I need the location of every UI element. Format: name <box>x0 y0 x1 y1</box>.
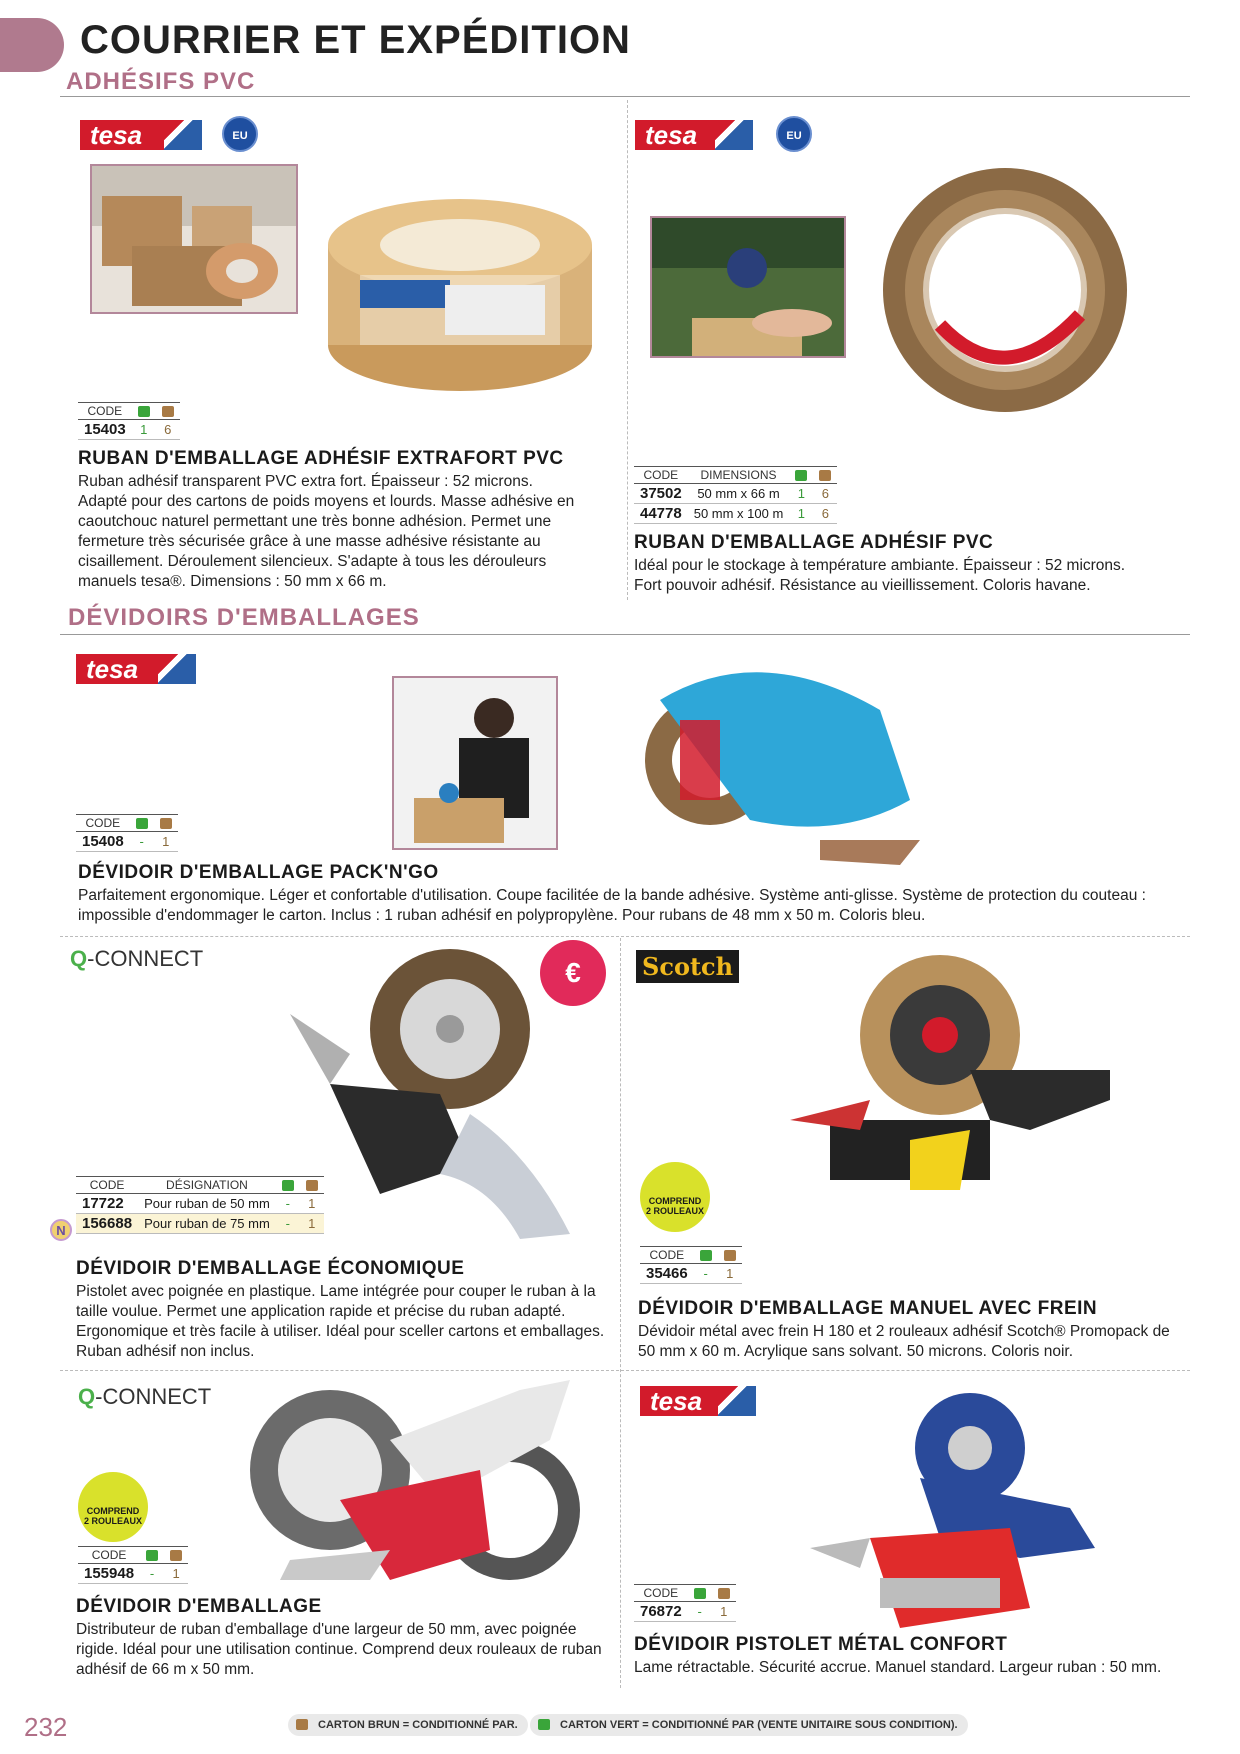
green-carton-header <box>132 403 156 420</box>
product-photo-woman-packing <box>392 676 558 850</box>
economique-dispenser-image <box>290 944 610 1244</box>
red-dispenser-image <box>240 1380 600 1600</box>
product-title: DÉVIDOIR PISTOLET MÉTAL CONFORT <box>634 1634 1008 1655</box>
table-row <box>634 1602 736 1622</box>
brown-qty: 6 <box>813 504 837 524</box>
green-carton-header <box>789 467 813 484</box>
row-divider <box>60 936 1190 937</box>
brown-qty: 6 <box>813 484 837 504</box>
brand-label: tesa <box>650 1386 703 1416</box>
comprend-line1: COMPREND <box>648 1196 702 1206</box>
green-carton-header <box>276 1177 300 1194</box>
brown-carton-header <box>718 1247 742 1264</box>
column-divider <box>627 100 628 600</box>
table-row <box>76 832 178 852</box>
product-description: Dévidoir métal avec frein H 180 et 2 rouleaux adhésif Scotch® Promopack de 50 mm x 60 m. Acrylique sans solvant. 50 microns. Coloris noir. <box>638 1323 1170 1360</box>
code-header: CODE <box>634 1585 688 1602</box>
brown-qty: 1 <box>154 832 178 852</box>
brown-qty: 1 <box>718 1264 742 1284</box>
green-qty: - <box>140 1564 164 1584</box>
tape-roll-illustration <box>880 165 1130 415</box>
green-carton-icon <box>694 1588 706 1599</box>
green-qty: - <box>130 832 154 852</box>
section-divider <box>60 96 1190 97</box>
green-carton-header <box>688 1585 712 1602</box>
product-designation: Pour ruban de 75 mm <box>138 1214 276 1234</box>
green-carton-icon <box>146 1550 158 1561</box>
table-row <box>634 484 837 504</box>
product-dimensions: 50 mm x 100 m <box>688 504 790 524</box>
green-carton-icon <box>282 1180 294 1191</box>
product-title: RUBAN D'EMBALLAGE ADHÉSIF PVC <box>634 532 994 553</box>
green-qty: - <box>694 1264 718 1284</box>
tesa-logo <box>640 1386 756 1416</box>
code-header: CODE <box>634 467 688 484</box>
code-header: CODE <box>76 1177 138 1194</box>
qconnect-logo <box>78 1384 211 1410</box>
brown-qty: 1 <box>712 1602 736 1622</box>
legend-green-text: CARTON VERT = CONDITIONNÉ PAR (VENTE UNITAIRE SOUS CONDITION). <box>560 1719 958 1731</box>
green-carton-icon <box>138 406 150 417</box>
column-divider <box>620 938 621 1688</box>
havana-tape-roll-image <box>880 165 1130 415</box>
product-code-table <box>76 814 178 852</box>
product-title: DÉVIDOIR D'EMBALLAGE <box>76 1596 322 1617</box>
dispenser-illustration <box>810 1388 1110 1638</box>
brown-qty: 1 <box>300 1194 324 1214</box>
brown-carton-icon <box>718 1588 730 1599</box>
dispenser-illustration <box>790 950 1120 1210</box>
code-header: CODE <box>76 815 130 832</box>
product-code-table <box>76 1176 324 1234</box>
table-row <box>76 1214 324 1234</box>
product-title: DÉVIDOIR D'EMBALLAGE MANUEL AVEC FREIN <box>638 1298 1098 1319</box>
designation-header: DÉSIGNATION <box>138 1177 276 1194</box>
qconnect-name: -CONNECT <box>95 1384 212 1409</box>
product-code: 37502 <box>634 484 688 504</box>
green-carton-header <box>140 1547 164 1564</box>
table-row <box>76 1194 324 1214</box>
brand-label: tesa <box>645 120 698 150</box>
qconnect-q: Q <box>70 946 88 971</box>
tesa-logo <box>80 120 202 150</box>
green-qty: - <box>276 1194 300 1214</box>
legend-green <box>530 1714 968 1736</box>
product-code-table <box>78 402 180 440</box>
dispenser-illustration <box>640 650 940 870</box>
product-description: Lame rétractable. Sécurité accrue. Manuel standard. Largeur ruban : 50 mm. <box>634 1659 1162 1676</box>
product-code: 35466 <box>640 1264 694 1284</box>
product-code-table <box>634 1584 736 1622</box>
product-description: Idéal pour le stockage à température ambiante. Épaisseur : 52 microns. Fort pouvoir adhésif. Résistance au vieillissement. Coloris havane. <box>634 557 1126 594</box>
tesa-logo <box>635 120 753 150</box>
green-qty: 1 <box>132 420 156 440</box>
product-description: Distributeur de ruban d'emballage d'une largeur de 50 mm, avec poignée rigide. Idéal pour une utilisation continue. Comprend deux rouleaux de ruban adhésif de 66 m x 50 mm. <box>76 1621 602 1678</box>
product-title: DÉVIDOIR D'EMBALLAGE PACK'N'GO <box>78 862 439 883</box>
brown-carton-header <box>154 815 178 832</box>
brown-carton-icon <box>819 470 831 481</box>
table-row <box>634 504 837 524</box>
product-code: 15408 <box>76 832 130 852</box>
brown-carton-header <box>300 1177 324 1194</box>
product-code-table <box>640 1246 742 1284</box>
product-photo-dispenser-hands <box>650 216 846 358</box>
page-number: 232 <box>24 1712 68 1742</box>
comprend-line2: 2 ROULEAUX <box>645 1206 704 1216</box>
product-description: Pistolet avec poignée en plastique. Lame intégrée pour couper le ruban à la taille voulue. Permet une application rapide et précise du ruban adapté. Ergonomique et très facile à utiliser. Idéal pour sceller cartons et emballages. Ruban adhésif non inclus. <box>76 1283 605 1360</box>
product-dimensions: 50 mm x 66 m <box>688 484 790 504</box>
brown-carton-header <box>164 1547 188 1564</box>
legend-brown <box>288 1714 528 1736</box>
code-header: CODE <box>78 1547 140 1564</box>
green-qty: - <box>688 1602 712 1622</box>
product-code: 17722 <box>76 1194 138 1214</box>
product-code: 44778 <box>634 504 688 524</box>
brown-carton-header <box>156 403 180 420</box>
blue-dispenser-image <box>640 650 940 870</box>
table-row <box>78 1564 188 1584</box>
new-badge: N <box>50 1219 72 1241</box>
section-title-devidoirs: DÉVIDOIRS D'EMBALLAGES <box>68 604 420 631</box>
brown-carton-icon <box>170 1550 182 1561</box>
dispenser-illustration <box>240 1380 600 1600</box>
comprend-badge <box>640 1162 710 1232</box>
product-description: Parfaitement ergonomique. Léger et confortable d'utilisation. Coupe facilitée de la bande adhésive. Système anti-glisse. Système de protection du couteau : impossible d'endommager le carton. Inclus : 1 ruban adhésif en polypropylène. Pour rubans de 48 mm x 50 m. Coloris bleu. <box>78 887 1146 924</box>
boxes-photo-illustration <box>92 166 296 312</box>
product-code: 155948 <box>78 1564 140 1584</box>
brand-label: tesa <box>90 120 143 150</box>
dispenser-illustration <box>290 944 610 1244</box>
euro-icon: € <box>565 957 581 988</box>
section-divider <box>60 634 1190 635</box>
comprend-line1: COMPREND <box>86 1506 140 1516</box>
qconnect-name: -CONNECT <box>87 946 204 971</box>
product-code: 76872 <box>634 1602 688 1622</box>
eu-icon: EU <box>776 116 812 152</box>
green-qty: 1 <box>789 504 813 524</box>
brown-qty: 6 <box>156 420 180 440</box>
page-title: COURRIER ET EXPÉDITION <box>80 18 631 62</box>
brown-carton-icon <box>162 406 174 417</box>
dimensions-header: DIMENSIONS <box>688 467 790 484</box>
product-code: 15403 <box>78 420 132 440</box>
table-row <box>640 1264 742 1284</box>
woman-photo-illustration <box>394 678 556 848</box>
code-header: CODE <box>640 1247 694 1264</box>
hands-photo-illustration <box>652 218 844 356</box>
green-carton-icon <box>795 470 807 481</box>
table-row <box>78 420 180 440</box>
legend-brown-text: CARTON BRUN = CONDITIONNÉ PAR. <box>318 1719 518 1731</box>
row-divider <box>60 1370 1190 1371</box>
product-photo-boxes <box>90 164 298 314</box>
section-title-adhesifs: ADHÉSIFS PVC <box>66 68 256 95</box>
comprend-line2: 2 ROULEAUX <box>83 1516 142 1526</box>
brown-carton-header <box>712 1585 736 1602</box>
product-title: RUBAN D'EMBALLAGE ADHÉSIF EXTRAFORT PVC <box>78 448 564 469</box>
green-carton-icon <box>700 1250 712 1261</box>
code-header: CODE <box>78 403 132 420</box>
eu-icon: EU <box>222 116 258 152</box>
product-code: 156688 <box>76 1214 138 1234</box>
product-designation: Pour ruban de 50 mm <box>138 1194 276 1214</box>
clear-tape-roll-image <box>325 195 595 395</box>
qconnect-logo <box>70 946 203 972</box>
brown-carton-icon <box>296 1719 308 1730</box>
scotch-logo: Scotch <box>636 950 739 983</box>
product-code-table <box>634 466 837 524</box>
tape-roll-illustration <box>325 195 595 395</box>
brown-carton-icon <box>160 818 172 829</box>
green-carton-icon <box>136 818 148 829</box>
brown-carton-icon <box>724 1250 736 1261</box>
green-qty: - <box>276 1214 300 1234</box>
product-description: Ruban adhésif transparent PVC extra fort. Épaisseur : 52 microns. Adapté pour des cartons de poids moyens et lourds. Masse adhésive en caoutchouc naturel permettant une très bonne adhésion. Permet une fermeture très sécurisée grâce à une masse adhésive résistante au cisaillement. Déroulement silencieux. S'adapte à tous les dérouleurs manuels tesa®. Dimensions : 50 mm x 66 m. <box>78 473 575 590</box>
brown-carton-header <box>813 467 837 484</box>
green-carton-header <box>130 815 154 832</box>
metal-pistol-dispenser-image <box>810 1388 1110 1638</box>
brown-qty: 1 <box>164 1564 188 1584</box>
qconnect-q: Q <box>78 1384 96 1409</box>
comprend-badge <box>78 1472 148 1542</box>
brown-qty: 1 <box>300 1214 324 1234</box>
product-title: DÉVIDOIR D'EMBALLAGE ÉCONOMIQUE <box>76 1258 465 1279</box>
product-code-table <box>78 1546 188 1584</box>
scotch-dispenser-image <box>790 950 1120 1210</box>
green-carton-icon <box>538 1719 550 1730</box>
tesa-logo <box>76 654 196 684</box>
brand-label: tesa <box>86 654 139 684</box>
header-tab <box>0 18 64 72</box>
brown-carton-icon <box>306 1180 318 1191</box>
green-qty: 1 <box>789 484 813 504</box>
green-carton-header <box>694 1247 718 1264</box>
